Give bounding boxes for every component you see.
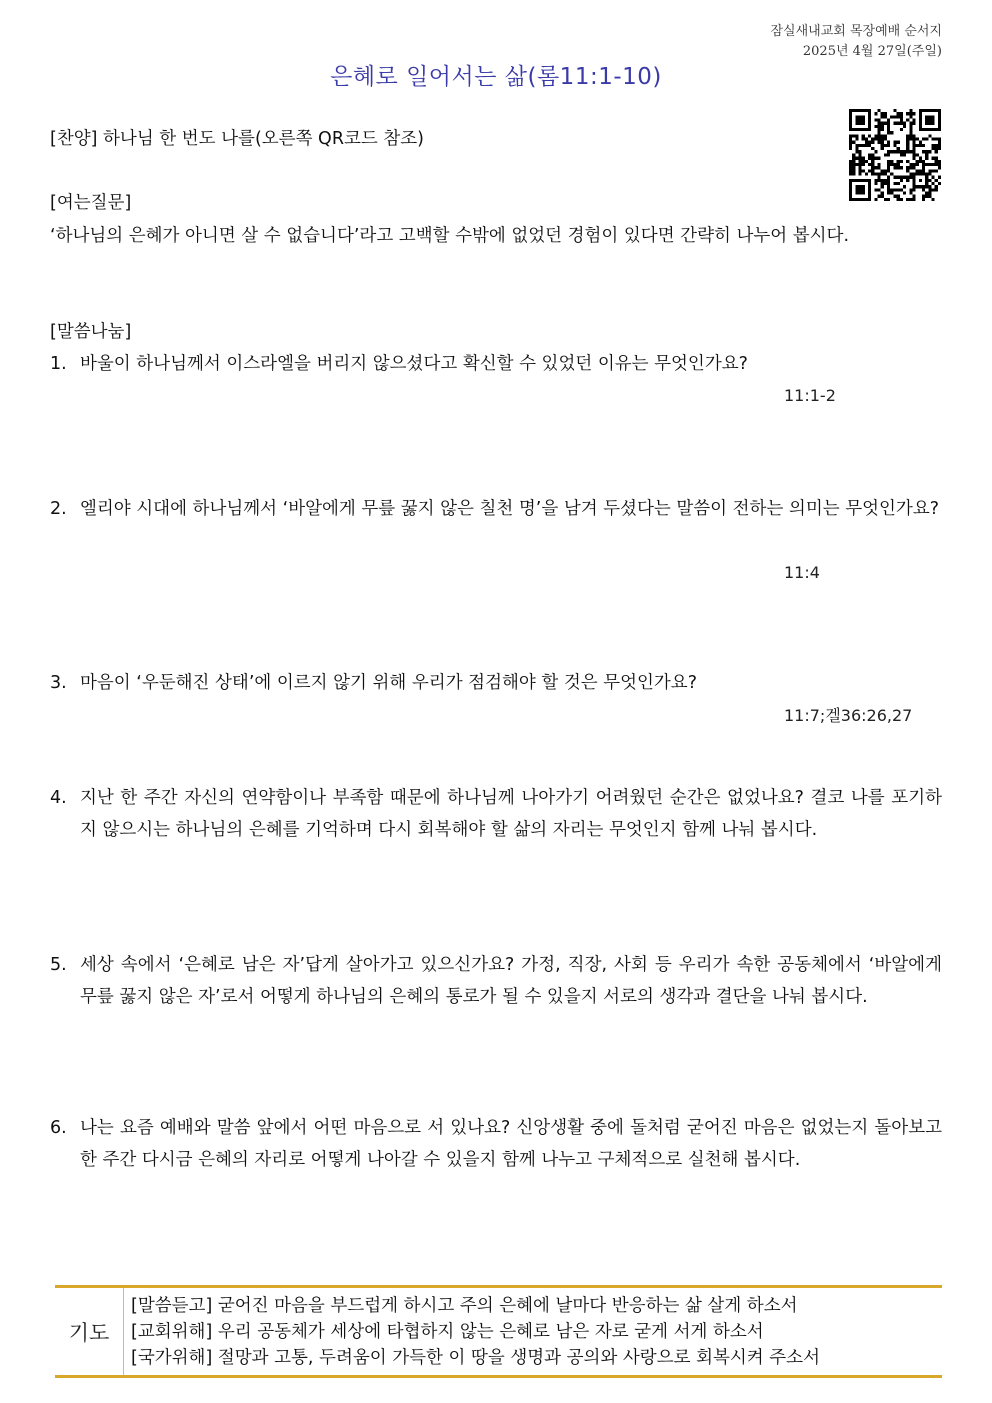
question-4 — [50, 782, 942, 846]
prayer-label: 기도 — [55, 1288, 124, 1375]
prayer-line-church: [교회위해] 우리 공동체가 세상에 타협하지 않는 은혜로 남은 자로 굳게 서게 하소서 — [131, 1322, 764, 1342]
question-number: 4. — [50, 788, 67, 808]
prayer-line-nation: [국가위해] 절망과 고통, 두려움이 가득한 이 땅을 생명과 공의와 사랑으로 회복시켜 주소서 — [131, 1348, 820, 1368]
question-1 — [50, 348, 942, 380]
prayer-line-word: [말씀듣고] 굳어진 마음을 부드럽게 하시고 주의 은혜에 날마다 반응하는 삶 살게 하소서 — [131, 1296, 798, 1316]
question-number: 1. — [50, 354, 67, 374]
header-church-line: 잠실새내교회 목장예배 순서지 — [770, 24, 942, 39]
prayer-box — [55, 1285, 942, 1378]
question-5 — [50, 949, 942, 1013]
question-text: 지난 한 주간 자신의 연약함이나 부족함 때문에 하나님께 나아가기 어려웠던 순간은 없었나요? 결코 나를 포기하지 않으시는 하나님의 은혜를 기억하며 다시 회복해야 할 삶의 자리는 무엇인지 함께 나눠 봅시다. — [80, 788, 942, 840]
question-3-ref: 11:7;겔36:26,27 — [784, 706, 913, 725]
opening-label: [여는질문] — [50, 193, 132, 213]
question-text: 나는 요즘 예배와 말씀 앞에서 어떤 마음으로 서 있나요? 신앙생활 중에 돌처럼 굳어진 마음은 없었는지 돌아보고 한 주간 다시금 은혜의 자리로 어떻게 나아갈 수 있을지 함께 나누고 구체적으로 실천해 봅시다. — [80, 1118, 942, 1170]
qr-code-icon — [849, 109, 941, 201]
question-1-ref: 11:1-2 — [784, 386, 836, 405]
question-6 — [50, 1112, 942, 1176]
question-3 — [50, 667, 942, 699]
prayer-lines — [131, 1293, 820, 1371]
hymn-line: [찬양] 하나님 한 번도 나를(오른쪽 QR코드 참조) — [50, 129, 425, 149]
sharing-label: [말씀나눔] — [50, 322, 132, 342]
question-text: 마음이 ‘우둔해진 상태’에 이르지 않기 위해 우리가 점검해야 할 것은 무엇인가요? — [80, 673, 697, 693]
question-2-ref: 11:4 — [784, 563, 820, 582]
question-2 — [50, 493, 942, 525]
question-number: 3. — [50, 673, 67, 693]
question-text: 바울이 하나님께서 이스라엘을 버리지 않으셨다고 확신할 수 있었던 이유는 무엇인가요? — [80, 354, 748, 374]
question-text: 세상 속에서 ‘은혜로 남은 자’답게 살아가고 있으신가요? 가정, 직장, 사회 등 우리가 속한 공동체에서 ‘바알에게 무릎 꿇지 않은 자’로서 어떻게 하나님의 은혜의 통로가 될 수 있을지 서로의 생각과 결단을 나눠 봅시다. — [80, 955, 942, 1007]
opening-text: ‘하나님의 은혜가 아니면 살 수 없습니다’라고 고백할 수밖에 없었던 경험이 있다면 간략히 나누어 봅시다. — [50, 226, 850, 246]
question-number: 2. — [50, 499, 67, 519]
question-number: 5. — [50, 955, 67, 975]
page-title: 은혜로 일어서는 삶(롬11:1-10) — [330, 64, 662, 90]
question-text: 엘리야 시대에 하나님께서 ‘바알에게 무릎 꿇지 않은 칠천 명’을 남겨 두셨다는 말씀이 전하는 의미는 무엇인가요? — [80, 499, 940, 519]
header-date-line: 2025년 4월 27일(주일) — [802, 44, 942, 59]
question-number: 6. — [50, 1118, 67, 1138]
